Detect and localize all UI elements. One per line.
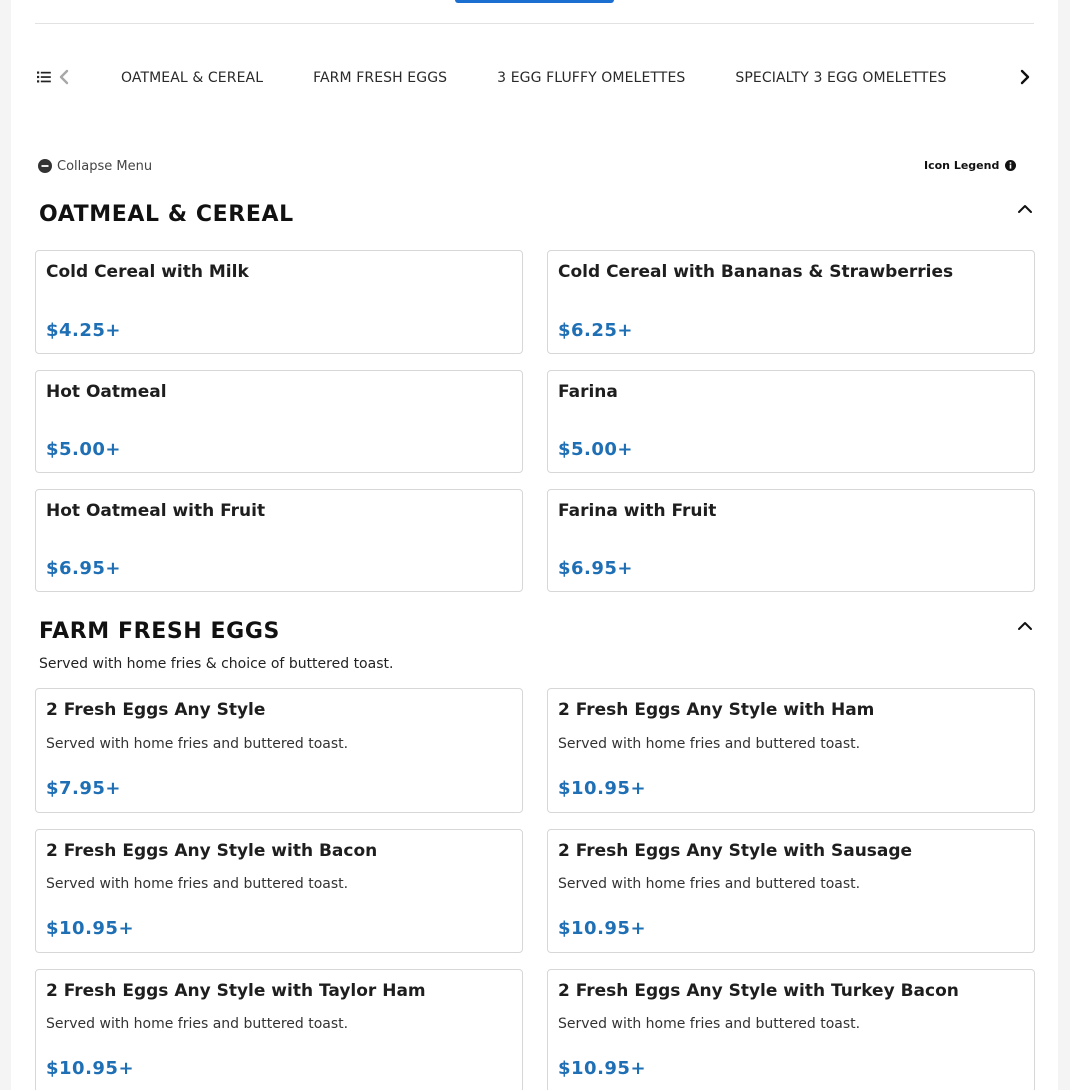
menu-item-card[interactable] [35,688,523,813]
item-description: Served with home fries and buttered toast. [46,1016,349,1032]
chevron-left-icon[interactable] [57,69,71,85]
menu-item-card[interactable] [35,489,523,592]
menu-item-card[interactable] [547,688,1035,813]
item-name: 2 Fresh Eggs Any Style with Turkey Bacon [558,981,959,1001]
menu-item-card[interactable] [547,829,1035,953]
list-icon[interactable] [37,71,51,83]
item-price: $10.95+ [558,1058,647,1079]
item-description: Served with home fries and buttered toast. [558,1016,861,1032]
menu-item-card[interactable] [547,370,1035,473]
menu-item-card[interactable] [547,250,1035,354]
item-price: $7.95+ [46,778,122,799]
collapse-menu-button[interactable] [38,157,152,175]
item-price: $4.25+ [46,320,122,341]
item-description: Served with home fries and buttered toast. [558,736,861,752]
chevron-up-icon[interactable] [1017,204,1033,214]
item-name: 2 Fresh Eggs Any Style with Taylor Ham [46,981,426,1001]
menu-item-card[interactable] [35,969,523,1090]
item-price: $5.00+ [558,439,634,460]
item-name: Cold Cereal with Bananas & Strawberries [558,262,954,282]
item-price: $10.95+ [558,778,647,799]
item-description: Served with home fries and buttered toast. [46,876,349,892]
item-name: Hot Oatmeal [46,382,167,402]
collapse-menu-label: Collapse Menu [57,158,153,174]
section-title-farm-fresh-eggs: FARM FRESH EGGS [39,619,280,644]
category-nav [35,60,1034,96]
minus-circle-icon [38,159,52,173]
category-tab-farm-fresh-eggs[interactable]: FARM FRESH EGGS [313,70,448,86]
category-tab-specialty-omelettes[interactable]: SPECIALTY 3 EGG OMELETTES [735,70,947,86]
section-title-oatmeal-cereal: OATMEAL & CEREAL [39,202,294,227]
info-icon [1005,160,1016,171]
category-tabs [121,60,1001,96]
category-tab-oatmeal-cereal[interactable]: OATMEAL & CEREAL [121,70,264,86]
item-name: Hot Oatmeal with Fruit [46,501,266,521]
menu-item-card[interactable] [547,969,1035,1090]
icon-legend-label: Icon Legend [924,158,1000,172]
item-price: $6.25+ [558,320,634,341]
item-name: Cold Cereal with Milk [46,262,249,282]
item-price: $6.95+ [558,558,634,579]
item-price: $10.95+ [46,1058,135,1079]
item-name: 2 Fresh Eggs Any Style [46,700,266,720]
item-name: 2 Fresh Eggs Any Style with Bacon [46,841,378,861]
chevron-right-icon[interactable] [1018,69,1032,85]
chevron-up-icon[interactable] [1017,621,1033,631]
menu-item-card[interactable] [35,250,523,354]
menu-item-card[interactable] [35,829,523,953]
menu-item-card[interactable] [547,489,1035,592]
category-tab-fluffy-omelettes[interactable]: 3 EGG FLUFFY OMELETTES [497,70,686,86]
icon-legend-button[interactable] [924,157,1016,173]
divider [35,23,1034,24]
active-tab-indicator[interactable] [455,0,614,3]
item-price: $6.95+ [46,558,122,579]
item-name: 2 Fresh Eggs Any Style with Ham [558,700,875,720]
item-description: Served with home fries and buttered toast. [46,736,349,752]
section-description: Served with home fries & choice of buttered toast. [39,656,394,672]
menu-item-card[interactable] [35,370,523,473]
item-name: Farina with Fruit [558,501,717,521]
menu-page [11,0,1058,1090]
item-price: $10.95+ [558,918,647,939]
item-description: Served with home fries and buttered toast. [558,876,861,892]
item-name: 2 Fresh Eggs Any Style with Sausage [558,841,913,861]
item-name: Farina [558,382,618,402]
item-price: $10.95+ [46,918,135,939]
item-price: $5.00+ [46,439,122,460]
